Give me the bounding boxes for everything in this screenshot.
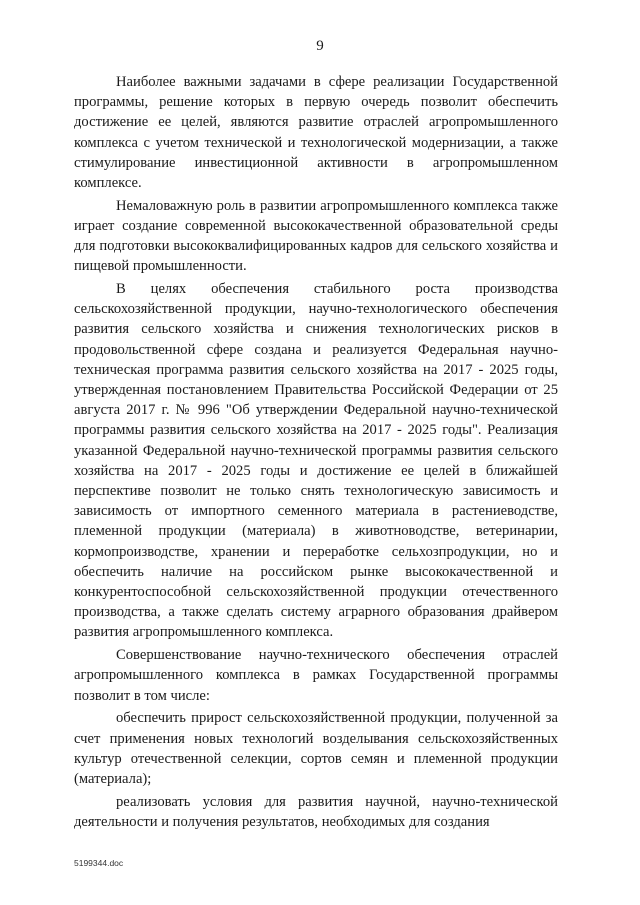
paragraph-growth: обеспечить прирост сельскохозяйственной продукции, полученной за счет применения новых технологий возделывания сельскохозяйственных культур отечественной селекции, сортов семян и племенной продукции (материала);: [74, 710, 558, 787]
paragraph-conditions: реализовать условия для развития научной, научно-технической деятельности и получения результатов, необходимых для создания: [74, 793, 558, 830]
paragraph-education: Немаловажную роль в развитии агропромышленного комплекса также играет создание современной высококачественной образовательной среды для подготовки высококвалифицированных кадров для сельского хозяйства и пищевой промышленности.: [74, 197, 558, 275]
page-number: 9: [316, 38, 324, 54]
paragraph-improvement: Совершенствование научно-технического обеспечения отраслей агропромышленного комплекса в рамках Государственной программы позволит в том числе:: [74, 647, 558, 704]
footer-filename: 5199344.doc: [74, 858, 124, 868]
paragraph-science-program: В целях обеспечения стабильного роста производства сельскохозяйственной продукции, научно-технологического обеспечения развития сельского хозяйства и снижения технологических рисков в продовольственной сфере создана и реализуется Федеральная научно-техническая программа развития сельского хозяйства на 2017 - 2025 годы, утвержденная постановлением Правительства Российской Федерации от 25 августа 2017 г. № 996 "Об утверждении Федеральной научно-технической программы развития сельского хозяйства на 2017 - 2025 годы". Реализация указанной Федеральной научно-технической программы развития сельского хозяйства на 2017 - 2025 годы и достижение ее целей в ближайшей перспективе позволит не только снять технологическую зависимость и зависимость от импортного семенного материала в растениеводстве, племенной продукции (материала) в животноводстве, ветеринарии, кормопроизводстве, хранении и переработке сельхозпродукции, но и обеспечить наличие на российском рынке высококачественной и конкурентоспособной сельскохозяйственной продукции отечественного производства, а также сделать систему аграрного образования драйвером развития агропромышленного комплекса.: [74, 281, 558, 641]
paragraph-tasks: Наиболее важными задачами в сфере реализации Государственной программы, решение которых в первую очередь позволит обеспечить достижение ее целей, являются развитие отраслей агропромышленного комплекса с учетом технической и технологической модернизации, а также стимулирование инвестиционной активности в агропромышленном комплексе.: [74, 74, 558, 192]
document-body: [74, 72, 558, 835]
